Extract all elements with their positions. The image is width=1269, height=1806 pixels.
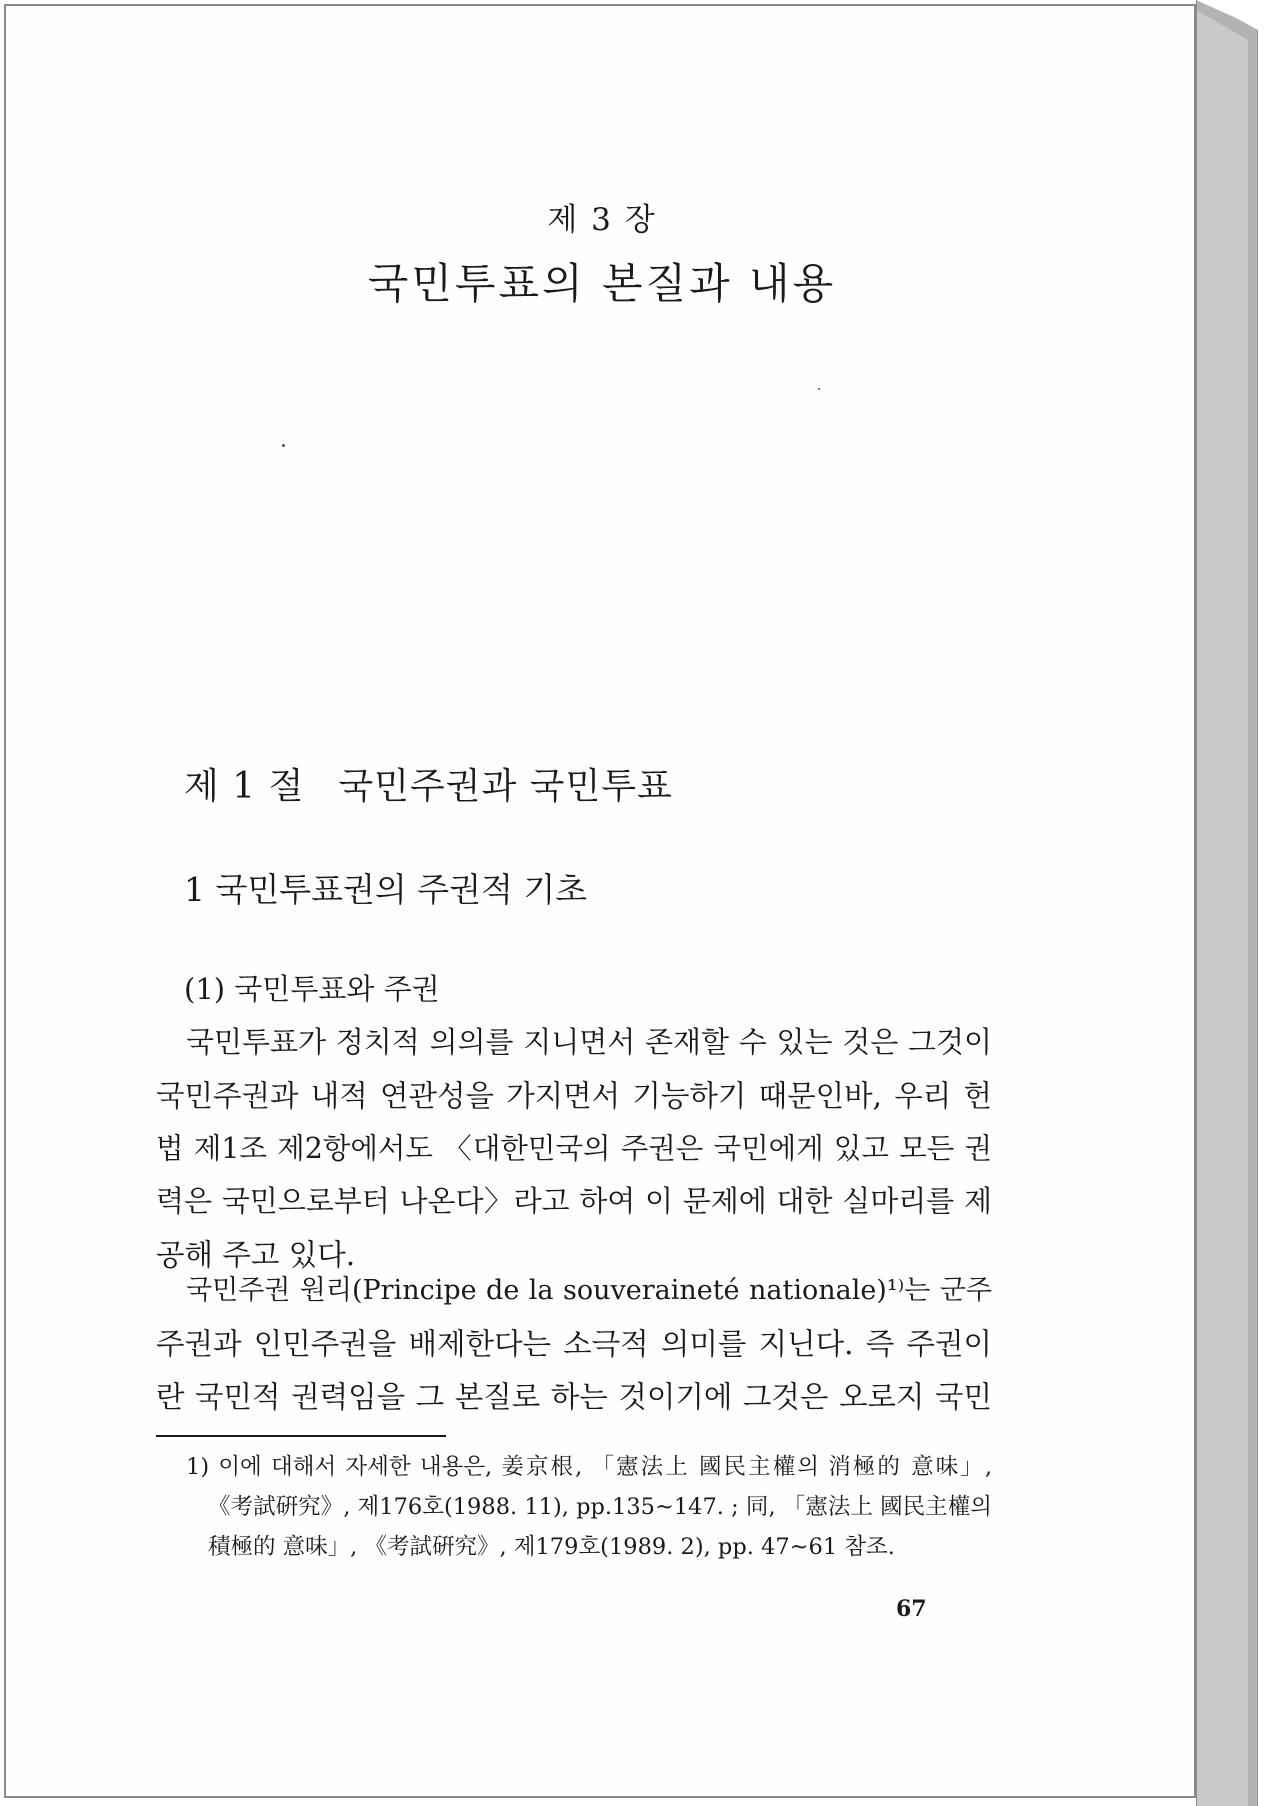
subsection-title: 1 국민투표권의 주권적 기초 — [184, 870, 588, 909]
dust-speck — [818, 388, 820, 390]
footnote-line: 1) 이에 대해서 자세한 내용은, 姜京根, 「憲法上 國民主權의 消極的 意味」, — [186, 1454, 992, 1480]
book-page-edges — [1196, 0, 1258, 1806]
chapter-label: 제 3 장 — [547, 202, 657, 238]
section-title: 국민주권과 국민투표 — [338, 766, 673, 807]
section-heading — [184, 758, 673, 809]
section-number: 제 1 절 — [184, 766, 305, 807]
body-line: 국민투표가 정치적 의의를 지니면서 존재할 수 있는 것은 그것이 — [186, 1025, 992, 1059]
body-line: 공해 주고 있다. — [156, 1238, 356, 1272]
footnote-line: 積極的 意味」, 《考試硏究》, 제179호(1989. 2), pp. 47~61 참조. — [208, 1534, 895, 1560]
body-line: 국민주권 원리(Principe de la souveraineté nationale)¹⁾는 군주 — [186, 1275, 992, 1306]
footnote-divider — [156, 1435, 446, 1437]
dust-speck — [282, 444, 285, 447]
body-line: 주권과 인민주권을 배제한다는 소극적 의미를 지닌다. 즉 주권이 — [156, 1327, 992, 1361]
chapter-title: 국민투표의 본질과 내용 — [367, 259, 837, 308]
footnote-line: 《考試硏究》, 제176호(1988. 11), pp.135~147. ; 同, 「憲法上 國民主權의 — [208, 1494, 992, 1520]
body-line: 국민주권과 내적 연관성을 가지면서 기능하기 때문인바, 우리 헌 — [156, 1079, 992, 1113]
page-number: 67 — [896, 1596, 927, 1622]
paragraph-heading: (1) 국민투표와 주권 — [184, 972, 440, 1006]
body-line: 법 제1조 제2항에서도 〈대한민국의 주권은 국민에게 있고 모든 권 — [156, 1132, 992, 1165]
book-page — [4, 4, 1196, 1798]
body-line: 력은 국민으로부터 나온다〉라고 하여 이 문제에 대한 실마리를 제 — [156, 1184, 992, 1218]
body-line: 란 국민적 권력임을 그 본질로 하는 것이기에 그것은 오로지 국민 — [156, 1380, 992, 1414]
